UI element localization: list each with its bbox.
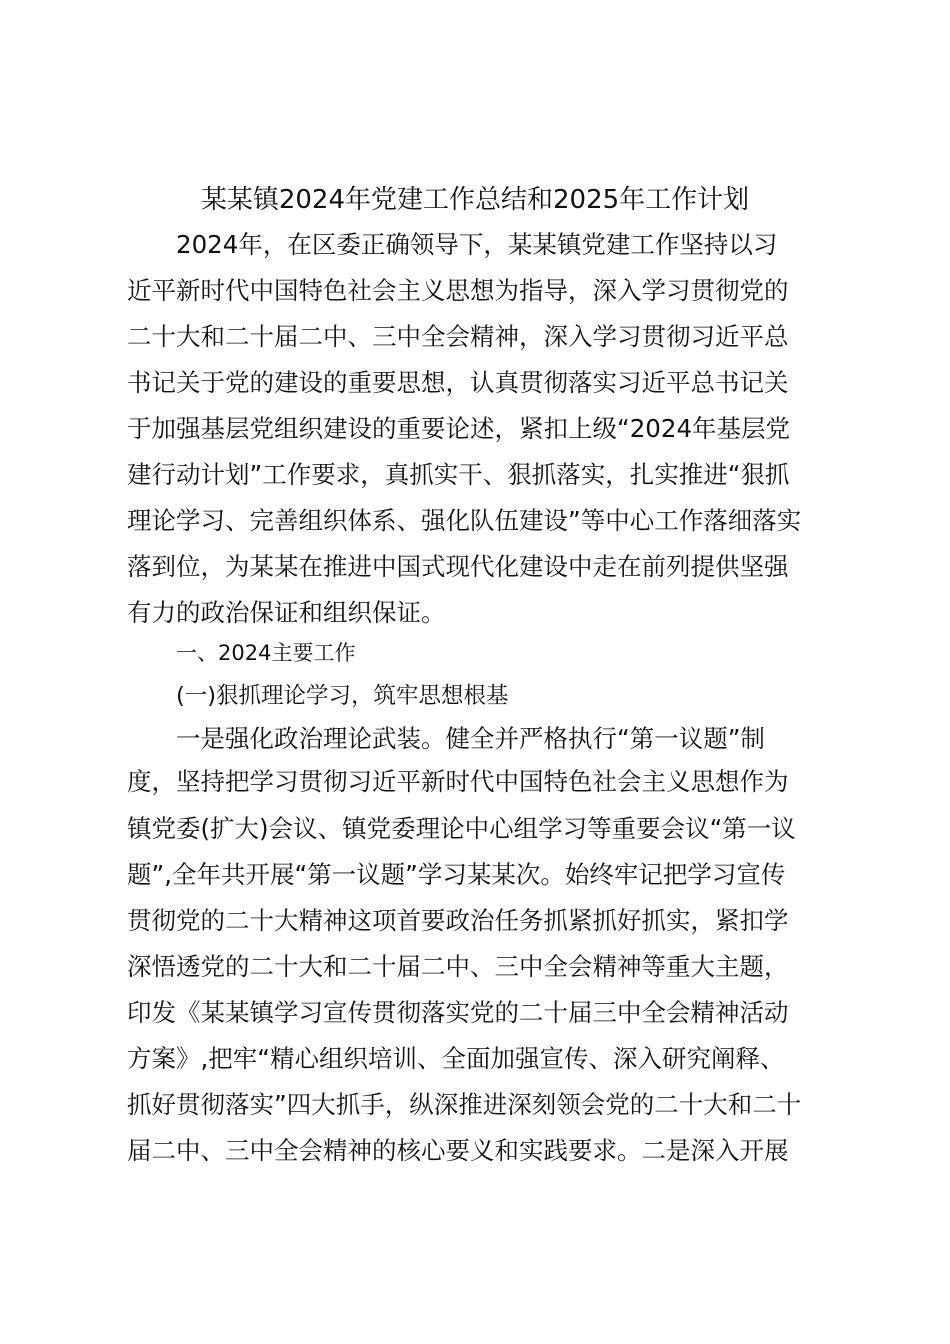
paragraph-2-line-5: 贯彻党的二十大精神这项首要政治任务抓紧抓好抓实，紧扣学 (127, 906, 789, 935)
paragraph-2-line-2: 度，坚持把学习贯彻习近平新时代中国特色社会主义思想作为 (127, 767, 789, 796)
paragraph-2-line-1: 一是强化政治理论武装。健全并严格执行“第一议题”制 (176, 724, 765, 753)
paragraph-1-line-5: 于加强基层党组织建设的重要论述，紧扣上级“2024年基层党 (127, 414, 791, 443)
paragraph-2-line-3: 镇党委(扩大)会议、镇党委理论中心组学习等重要会议“第一议 (127, 814, 796, 843)
paragraph-2-line-4: 题”,全年共开展“第一议题”学习某某次。始终牢记把学习宣传 (127, 860, 786, 889)
paragraph-2-line-9: 抓好贯彻落实”四大抓手，纵深推进深刻领会党的二十大和二十 (127, 1090, 802, 1119)
paragraph-1-line-3: 二十大和二十届二中、三中全会精神，深入学习贯彻习近平总 (127, 322, 789, 351)
paragraph-2-line-7: 印发《某某镇学习宣传贯彻落实党的二十届三中全会精神活动 (127, 998, 789, 1027)
paragraph-1-line-9: 有力的政治保证和组织保证。 (127, 598, 446, 627)
paragraph-2-line-10: 届二中、三中全会精神的核心要义和实践要求。二是深入开展 (127, 1136, 789, 1165)
paragraph-1-line-4: 书记关于党的建设的重要思想，认真贯彻落实习近平总书记关 (127, 368, 789, 397)
paragraph-1-line-6: 建行动计划”工作要求，真抓实干、狠抓落实，扎实推进“狠抓 (127, 460, 790, 489)
paragraph-1-line-8: 落到位，为某某在推进中国式现代化建设中走在前列提供坚强 (127, 552, 789, 581)
subsection-heading-1: (一)狠抓理论学习，筑牢思想根基 (176, 683, 509, 709)
paragraph-1-line-7: 理论学习、完善组织体系、强化队伍建设”等中心工作落细落实 (127, 506, 802, 535)
document-title: 某某镇2024年党建工作总结和2025年工作计划 (200, 185, 750, 215)
paragraph-2-line-8: 方案》,把牢“精心组织培训、全面加强宣传、深入研究阐释、 (127, 1044, 785, 1073)
paragraph-1-line-1: 2024年，在区委正确领导下，某某镇党建工作坚持以习 (176, 230, 778, 259)
paragraph-2-line-6: 深悟透党的二十大和二十届二中、三中全会精神等重大主题， (127, 952, 789, 981)
section-heading-1: 一、2024主要工作 (176, 641, 356, 665)
paragraph-1-line-2: 近平新时代中国特色社会主义思想为指导，深入学习贯彻党的 (127, 276, 789, 305)
